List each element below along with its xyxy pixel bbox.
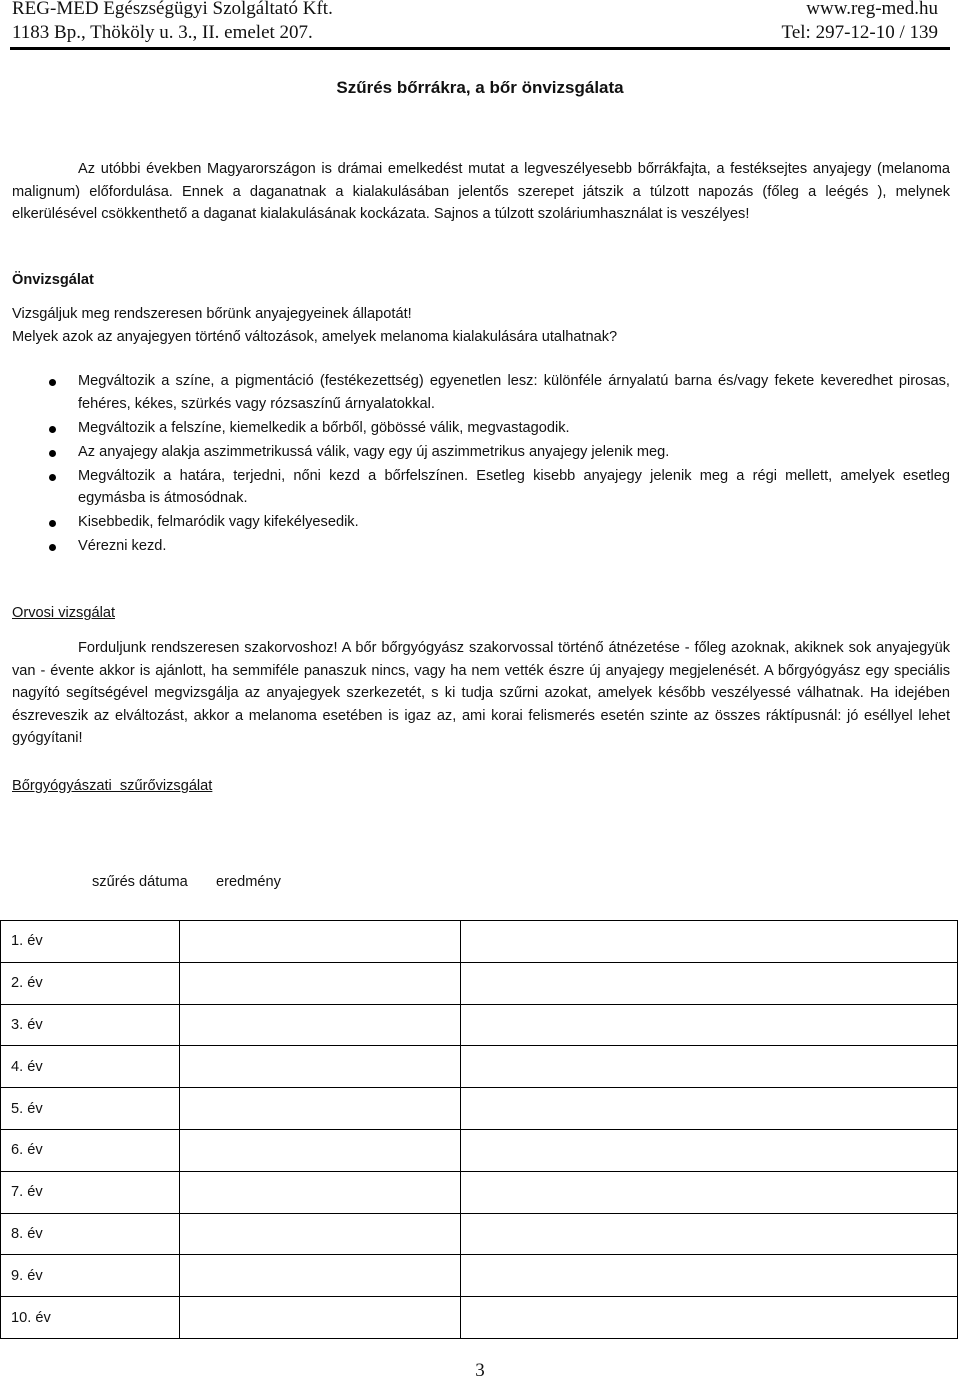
website[interactable]: www.reg-med.hu bbox=[806, 0, 938, 19]
year-cell: 10. év bbox=[1, 1297, 180, 1339]
table-row bbox=[1, 1046, 958, 1088]
result-cell[interactable] bbox=[461, 1255, 958, 1297]
bullet-icon bbox=[49, 450, 56, 457]
list-item: Megváltozik a felszíne, kiemelkedik a bőrből, göbössé válik, megvastagodik. bbox=[12, 417, 950, 440]
date-cell[interactable] bbox=[180, 1088, 461, 1130]
company-name: REG-MED Egészségügyi Szolgáltató Kft. bbox=[12, 0, 333, 19]
date-cell[interactable] bbox=[180, 1213, 461, 1255]
list-item: Az anyajegy alakja aszimmetrikussá válik, vagy egy új aszimmetrikus anyajegy jelenik meg. bbox=[12, 441, 950, 464]
list-item: Megváltozik a határa, terjedni, nőni kezd a bőrfelszínen. Esetleg kisebb anyajegy jelenik meg a régi mellett, amelyek esetleg egymásba is átmosódnak. bbox=[12, 465, 950, 510]
table-row bbox=[1, 962, 958, 1004]
result-cell[interactable] bbox=[461, 1088, 958, 1130]
bullet-icon bbox=[49, 520, 56, 527]
warning-signs-list bbox=[12, 370, 950, 559]
year-cell: 2. év bbox=[1, 962, 180, 1004]
bullet-icon bbox=[49, 426, 56, 433]
phone-number: Tel: 297-12-10 / 139 bbox=[781, 22, 938, 43]
header-divider bbox=[10, 47, 950, 50]
table-row bbox=[1, 1129, 958, 1171]
intro-paragraph bbox=[12, 158, 950, 226]
bullet-icon bbox=[49, 474, 56, 481]
year-cell: 1. év bbox=[1, 921, 180, 963]
list-item: Megváltozik a színe, a pigmentáció (festékezettség) egyenetlen lesz: különféle árnyalatú barna és/vagy fekete keveredhet pirosas, fehéres, kékes, szürkés vagy rózsaszínű árnyalatokkal. bbox=[12, 370, 950, 415]
bullet-icon bbox=[49, 544, 56, 551]
self-exam-heading: Önvizsgálat bbox=[12, 272, 94, 288]
self-exam-line-2: Melyek azok az anyajegyen történő változások, amelyek melanoma kialakulására utalhatnak? bbox=[12, 329, 618, 345]
page-title: Szűrés bőrrákra, a bőr önvizsgálata bbox=[336, 78, 624, 97]
screening-table bbox=[0, 920, 958, 1339]
date-cell[interactable] bbox=[180, 921, 461, 963]
result-cell[interactable] bbox=[461, 1171, 958, 1213]
result-cell[interactable] bbox=[461, 1213, 958, 1255]
doctor-exam-text: Forduljunk rendszeresen szakorvoshoz! A bőr bőrgyógyász szakorvossal történő átnézetése - főleg azoknak, akiknek sok anyajegyük van - évente akkor is ajánlott, ha semmiféle panaszuk nincs, vagy ha nem vették észre új anyajegy megjelenését. A bőrgyógyász egy speciális nagyító segítségével megvizsgálja az anyajegyek szerkezetét, s ki tudja szűrni azokat, amelyek később veszélyessé válhatnak. Ha idejében észreveszik az elváltozást, akkor a melanoma esetében is igaz az, ami korai felismerés esetén szinte az összes ráktípusnál: jó eséllyel lehet gyógyítani! bbox=[12, 640, 950, 746]
table-row bbox=[1, 1213, 958, 1255]
result-cell[interactable] bbox=[461, 921, 958, 963]
table-row bbox=[1, 1171, 958, 1213]
result-cell[interactable] bbox=[461, 962, 958, 1004]
column-header-date: szűrés dátuma bbox=[92, 874, 188, 890]
list-item: Vérezni kezd. bbox=[12, 535, 950, 558]
table-row bbox=[1, 1004, 958, 1046]
date-cell[interactable] bbox=[180, 962, 461, 1004]
screening-heading: Bőrgyógyászati szűrővizsgálat bbox=[12, 778, 213, 794]
bullet-icon bbox=[49, 379, 56, 386]
date-cell[interactable] bbox=[180, 1171, 461, 1213]
year-cell: 3. év bbox=[1, 1004, 180, 1046]
list-item: Kisebbedik, felmaródik vagy kifekélyesedik. bbox=[12, 511, 950, 534]
intro-text: Az utóbbi években Magyarországon is drámai emelkedést mutat a legveszélyesebb bőrrákfajta, a festéksejtes anyajegy (melanoma malignum) előfordulása. Ennek a daganatnak a kialakulásában jelentős szerepet játszik a túlzott napozás (főleg a leégés ), melynek elkerülésével csökkenthető a daganat kialakulásának kockázata. Sajnos a túlzott szoláriumhasználat is veszélyes! bbox=[12, 161, 950, 222]
date-cell[interactable] bbox=[180, 1004, 461, 1046]
date-cell[interactable] bbox=[180, 1046, 461, 1088]
result-cell[interactable] bbox=[461, 1046, 958, 1088]
self-exam-line-1: Vizsgáljuk meg rendszeresen bőrünk anyajegyeinek állapotát! bbox=[12, 306, 412, 322]
page-header bbox=[0, 0, 960, 48]
result-cell[interactable] bbox=[461, 1297, 958, 1339]
date-cell[interactable] bbox=[180, 1129, 461, 1171]
doctor-exam-heading: Orvosi vizsgálat bbox=[12, 605, 115, 621]
year-cell: 9. év bbox=[1, 1255, 180, 1297]
table-row bbox=[1, 1297, 958, 1339]
year-cell: 7. év bbox=[1, 1171, 180, 1213]
year-cell: 6. év bbox=[1, 1129, 180, 1171]
result-cell[interactable] bbox=[461, 1004, 958, 1046]
table-row bbox=[1, 1255, 958, 1297]
year-cell: 5. év bbox=[1, 1088, 180, 1130]
doctor-exam-paragraph bbox=[12, 637, 950, 750]
column-header-result: eredmény bbox=[216, 874, 281, 890]
year-cell: 8. év bbox=[1, 1213, 180, 1255]
table-row bbox=[1, 921, 958, 963]
year-cell: 4. év bbox=[1, 1046, 180, 1088]
date-cell[interactable] bbox=[180, 1297, 461, 1339]
page-number: 3 bbox=[475, 1360, 485, 1381]
result-cell[interactable] bbox=[461, 1129, 958, 1171]
date-cell[interactable] bbox=[180, 1255, 461, 1297]
table-row bbox=[1, 1088, 958, 1130]
company-address: 1183 Bp., Thököly u. 3., II. emelet 207. bbox=[12, 22, 313, 43]
